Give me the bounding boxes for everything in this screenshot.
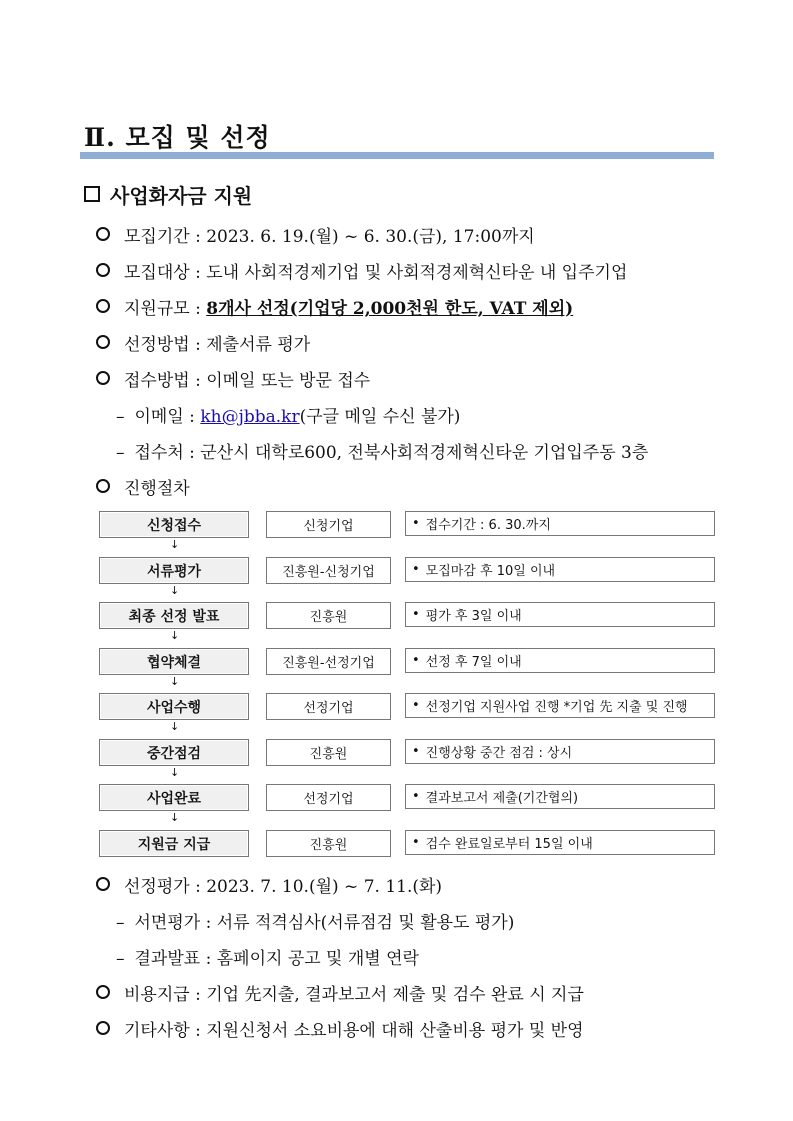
email-note: (구글 메일 수신 불가) xyxy=(299,407,461,427)
selection-method: 선정방법 : 제출서류 평가 xyxy=(124,335,311,355)
flow-desc-box xyxy=(405,739,715,764)
email-line xyxy=(116,402,460,427)
cost-payment-line xyxy=(96,980,584,1005)
dash-bullet-icon: – xyxy=(116,949,125,969)
result-announce: 결과발표 : 홈페이지 공고 및 개별 연락 xyxy=(134,949,419,969)
flow-actor-box: 선정기업 xyxy=(266,784,391,811)
down-arrow-icon: ↓ xyxy=(170,538,180,551)
flow-actor-box: 진흥원 xyxy=(266,830,391,857)
recruit-target-line xyxy=(96,258,627,283)
bullet-dot-icon: • xyxy=(412,789,420,804)
bullet-dot-icon: • xyxy=(412,653,420,668)
flow-step-box: 중간점검 xyxy=(99,739,249,766)
circle-bullet-icon xyxy=(96,371,110,385)
flow-actor-box: 진흥원-신청기업 xyxy=(266,557,391,584)
circle-bullet-icon xyxy=(96,877,110,891)
flow-step-box: 서류평가 xyxy=(99,557,249,584)
flow-step-box: 최종 선정 발표 xyxy=(99,602,249,629)
flow-desc-box xyxy=(405,830,715,855)
flow-desc-text: 선정 후 7일 이내 xyxy=(425,655,522,670)
down-arrow-icon: ↓ xyxy=(170,720,180,733)
recruit-target: 모집대상 : 도내 사회적경제기업 및 사회적경제혁신타운 내 입주기업 xyxy=(124,263,628,283)
circle-bullet-icon xyxy=(96,299,110,313)
dash-bullet-icon: – xyxy=(116,913,125,933)
procedure: 진행절차 xyxy=(124,479,190,499)
down-arrow-icon: ↓ xyxy=(170,584,180,597)
flow-actor-box: 신청기업 xyxy=(266,511,391,538)
dash-bullet-icon: – xyxy=(116,407,125,427)
flow-desc-text: 접수기간 : 6. 30.까지 xyxy=(425,518,551,533)
bullet-dot-icon: • xyxy=(412,516,420,531)
flow-desc-text: 평가 후 3일 이내 xyxy=(425,609,522,624)
selection-method-line xyxy=(96,330,310,355)
document-eval-line xyxy=(116,908,514,933)
down-arrow-icon: ↓ xyxy=(170,811,180,824)
address-line xyxy=(116,438,648,463)
circle-bullet-icon xyxy=(96,263,110,277)
other: 기타사항 : 지원신청서 소요비용에 대해 산출비용 평가 및 반영 xyxy=(124,1021,584,1041)
flow-step-box: 사업수행 xyxy=(99,693,249,720)
flow-actor-box: 진흥원-선정기업 xyxy=(266,648,391,675)
bullet-dot-icon: • xyxy=(412,835,420,850)
circle-bullet-icon xyxy=(96,1021,110,1035)
support-scale-value: 8개사 선정(기업당 2,000천원 한도, VAT 제외) xyxy=(206,299,574,319)
bullet-dot-icon: • xyxy=(412,698,420,713)
checkbox-square-icon xyxy=(84,186,100,202)
down-arrow-icon: ↓ xyxy=(170,629,180,642)
circle-bullet-icon xyxy=(96,985,110,999)
flow-step-box: 사업완료 xyxy=(99,784,249,811)
submission-method-line xyxy=(96,366,370,391)
flow-desc-box xyxy=(405,602,715,627)
dash-bullet-icon: – xyxy=(116,443,125,463)
flow-step-box: 지원금 지급 xyxy=(99,830,249,857)
address: 접수처 : 군산시 대학로600, 전북사회적경제혁신타운 기업입주동 3층 xyxy=(134,443,649,463)
bullet-dot-icon: • xyxy=(412,607,420,622)
recruit-period: 모집기간 : 2023. 6. 19.(월) ~ 6. 30.(금), 17:00까지 xyxy=(124,227,535,247)
selection-eval: 선정평가 : 2023. 7. 10.(월) ~ 7. 11.(화) xyxy=(124,877,443,897)
circle-bullet-icon xyxy=(96,335,110,349)
flow-step-box: 협약체결 xyxy=(99,648,249,675)
flow-actor-box: 선정기업 xyxy=(266,693,391,720)
support-scale-label: 지원규모 : xyxy=(124,299,207,319)
flow-actor-box: 진흥원 xyxy=(266,602,391,629)
document-eval: 서면평가 : 서류 적격심사(서류점검 및 활용도 평가) xyxy=(134,913,515,933)
flow-desc-box xyxy=(405,784,715,809)
down-arrow-icon: ↓ xyxy=(170,675,180,688)
flow-actor-box: 진흥원 xyxy=(266,739,391,766)
support-scale-line xyxy=(96,294,573,319)
bullet-dot-icon: • xyxy=(412,562,420,577)
flow-desc-box xyxy=(405,557,715,582)
flow-desc-text: 결과보고서 제출(기간협의) xyxy=(425,791,579,806)
flow-desc-text: 검수 완료일로부터 15일 이내 xyxy=(425,837,593,852)
flow-desc-box xyxy=(405,648,715,673)
flow-step-box: 신청접수 xyxy=(99,511,249,538)
result-announce-line xyxy=(116,944,419,969)
cost-payment: 비용지급 : 기업 先지출, 결과보고서 제출 및 검수 완료 시 지급 xyxy=(124,985,584,1005)
subsection-heading xyxy=(84,180,252,209)
selection-eval-line xyxy=(96,872,442,897)
subsection-title: 사업화자금 지원 xyxy=(110,184,253,208)
flow-desc-text: 선정기업 지원사업 진행 *기업 先 지출 및 진행 xyxy=(425,700,688,715)
procedure-line xyxy=(96,474,190,499)
section-divider xyxy=(80,152,714,159)
flow-desc-box xyxy=(405,693,715,718)
bullet-dot-icon: • xyxy=(412,744,420,759)
submission-method: 접수방법 : 이메일 또는 방문 접수 xyxy=(124,371,371,391)
email-link[interactable]: kh@jbba.kr xyxy=(200,407,300,427)
recruit-period-line xyxy=(96,222,535,247)
email-label: 이메일 : xyxy=(134,407,201,427)
section-title: Ⅱ. 모집 및 선정 xyxy=(84,123,271,152)
circle-bullet-icon xyxy=(96,479,110,493)
other-line xyxy=(96,1016,584,1041)
circle-bullet-icon xyxy=(96,227,110,241)
flow-desc-text: 모집마감 후 10일 이내 xyxy=(425,564,556,579)
down-arrow-icon: ↓ xyxy=(170,766,180,779)
flow-desc-text: 진행상황 중간 점검 : 상시 xyxy=(425,746,573,761)
flow-desc-box xyxy=(405,511,715,536)
